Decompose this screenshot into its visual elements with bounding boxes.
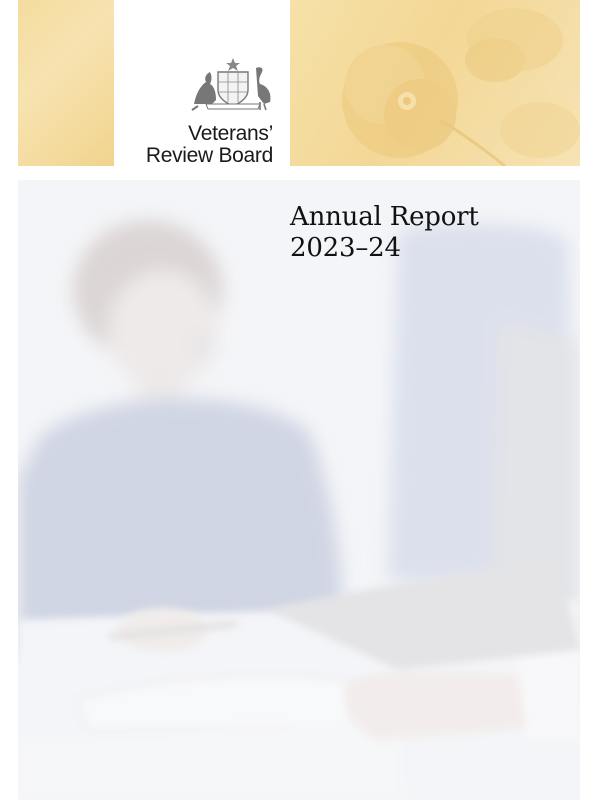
coat-of-arms-icon [188,56,278,112]
organisation-name [146,123,273,167]
report-title [290,202,479,264]
poppy-flower-icon [290,0,580,166]
meeting-photo-illustration [18,180,580,800]
report-title-line1: Annual Report [290,202,479,232]
report-title-line2: 2023–24 [290,233,401,263]
organisation-name-line1: Veterans’ [188,122,273,145]
banner-poppy-panel [290,0,580,166]
banner-left-panel [18,0,114,166]
organisation-name-line2: Review Board [145,144,273,167]
cover-photo [18,180,580,800]
